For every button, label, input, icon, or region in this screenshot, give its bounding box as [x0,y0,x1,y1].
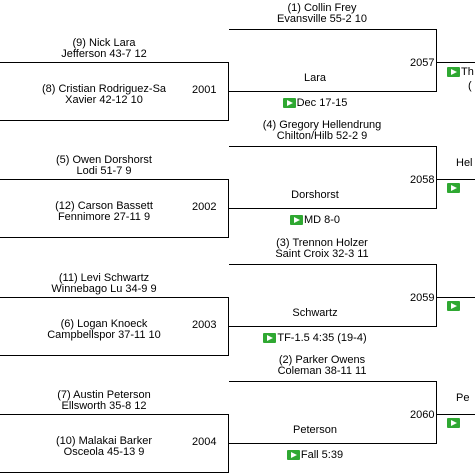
wrestler-team: Xavier 42-12 10 [65,94,143,106]
bracket-line [436,146,437,209]
wrestler-name: (9) Nick Lara [72,37,136,49]
match-number[interactable]: 2004 [192,436,217,448]
play-video-icon[interactable] [287,450,300,460]
bracket-line [0,62,229,63]
bracket-line [0,120,229,121]
bracket-line [229,146,436,147]
wrestler-name: (4) Gregory Hellendrung [262,119,382,131]
wrestler-name: (12) Carson Bassett [55,200,153,212]
match-result-partial-extra: ( [468,80,472,92]
winner-name[interactable]: Peterson [292,424,338,436]
wrestler-entry[interactable] [2,201,206,223]
bracket-line [0,179,229,180]
bracket-line [229,91,436,92]
winner-name[interactable]: Dorshorst [291,189,339,201]
bracket-line [436,297,475,298]
wrestler-team: Campbellspor 37-11 10 [47,329,161,341]
wrestler-entry[interactable] [2,38,206,60]
winner-name-partial[interactable]: Pe [456,392,470,404]
wrestler-entry[interactable] [2,273,206,295]
wrestler-team: Chilton/Hilb 52-2 9 [276,130,368,142]
wrestler-name: (1) Collin Frey [287,2,357,14]
wrestler-team: Fennimore 27-11 9 [57,211,151,223]
bracket-line [229,326,436,327]
play-video-icon[interactable] [447,183,460,193]
wrestler-name: (5) Owen Dorshorst [56,154,152,166]
bracket-line [0,297,229,298]
match-result-partial-text: Th [461,66,474,78]
match-number[interactable]: 2003 [192,319,217,331]
wrestler-name: (11) Levi Schwartz [58,272,150,284]
play-video-icon[interactable] [447,301,460,311]
bracket-line [229,443,436,444]
winner-name[interactable]: Schwartz [292,307,338,319]
wrestler-team: Jefferson 43-7 12 [61,48,147,60]
play-video-icon[interactable] [447,67,460,77]
match-result-partial[interactable] [447,301,461,311]
match-result-partial[interactable] [447,66,474,78]
match-result[interactable] [229,214,401,226]
match-number[interactable]: 2060 [410,409,435,421]
winner-name[interactable]: Lara [303,72,327,84]
wrestler-entry[interactable] [2,155,206,177]
wrestler-name: (7) Austin Peterson [57,389,151,401]
wrestler-name: (3) Trennon Holzer [276,237,368,249]
play-video-icon[interactable] [290,215,303,225]
match-result[interactable] [229,449,401,461]
bracket-line [436,62,475,63]
wrestler-entry[interactable] [222,238,422,260]
wrestler-entry[interactable] [2,84,206,106]
play-video-icon[interactable] [263,333,276,343]
wrestler-entry[interactable] [2,319,206,341]
bracket-line [436,179,475,180]
wrestler-name: (10) Malakai Barker [56,435,152,447]
wrestler-team: Osceola 45-13 9 [63,446,145,458]
wrestler-entry[interactable] [2,436,206,458]
wrestler-entry[interactable] [2,390,206,412]
bracket-line [0,414,229,415]
bracket-line [436,29,437,92]
wrestler-name: (2) Parker Owens [278,354,366,366]
match-result-text: TF-1.5 4:35 (19-4) [277,332,367,344]
bracket-line [229,29,436,30]
match-number[interactable]: 2002 [192,201,217,213]
play-video-icon[interactable] [283,98,296,108]
wrestler-name: (8) Cristian Rodriguez-Sa [41,83,167,95]
wrestler-name: (6) Logan Knoeck [60,318,148,330]
wrestler-entry[interactable] [222,3,422,25]
match-result[interactable] [229,332,401,344]
wrestler-entry[interactable] [222,120,422,142]
match-number[interactable]: 2057 [410,57,435,69]
bracket-line [436,381,437,444]
match-number[interactable]: 2001 [192,84,217,96]
play-video-icon[interactable] [447,418,460,428]
wrestler-team: Lodi 51-7 9 [76,165,132,177]
match-result-text: Fall 5:39 [300,449,344,461]
winner-name-partial[interactable]: Hel [456,157,473,169]
match-result[interactable] [229,97,401,109]
match-result-partial[interactable] [447,183,461,193]
match-result-text: Dec 17-15 [296,97,348,109]
wrestler-entry[interactable] [222,355,422,377]
wrestler-team: Ellsworth 35-8 12 [61,400,147,412]
bracket-line [229,264,436,265]
match-result-partial[interactable] [447,418,461,428]
match-number[interactable]: 2058 [410,174,435,186]
match-result-text: MD 8-0 [303,214,341,226]
bracket-line [436,414,475,415]
bracket-line [229,381,436,382]
wrestler-team: Saint Croix 32-3 11 [275,248,369,260]
match-number[interactable]: 2059 [410,292,435,304]
wrestler-team: Winnebago Lu 34-9 9 [51,283,157,295]
wrestler-team: Evansville 55-2 10 [277,13,367,25]
bracket-line [229,208,436,209]
bracket-line [436,264,437,327]
bracket-line [0,355,229,356]
wrestler-team: Coleman 38-11 11 [277,365,367,377]
bracket-line [0,237,229,238]
